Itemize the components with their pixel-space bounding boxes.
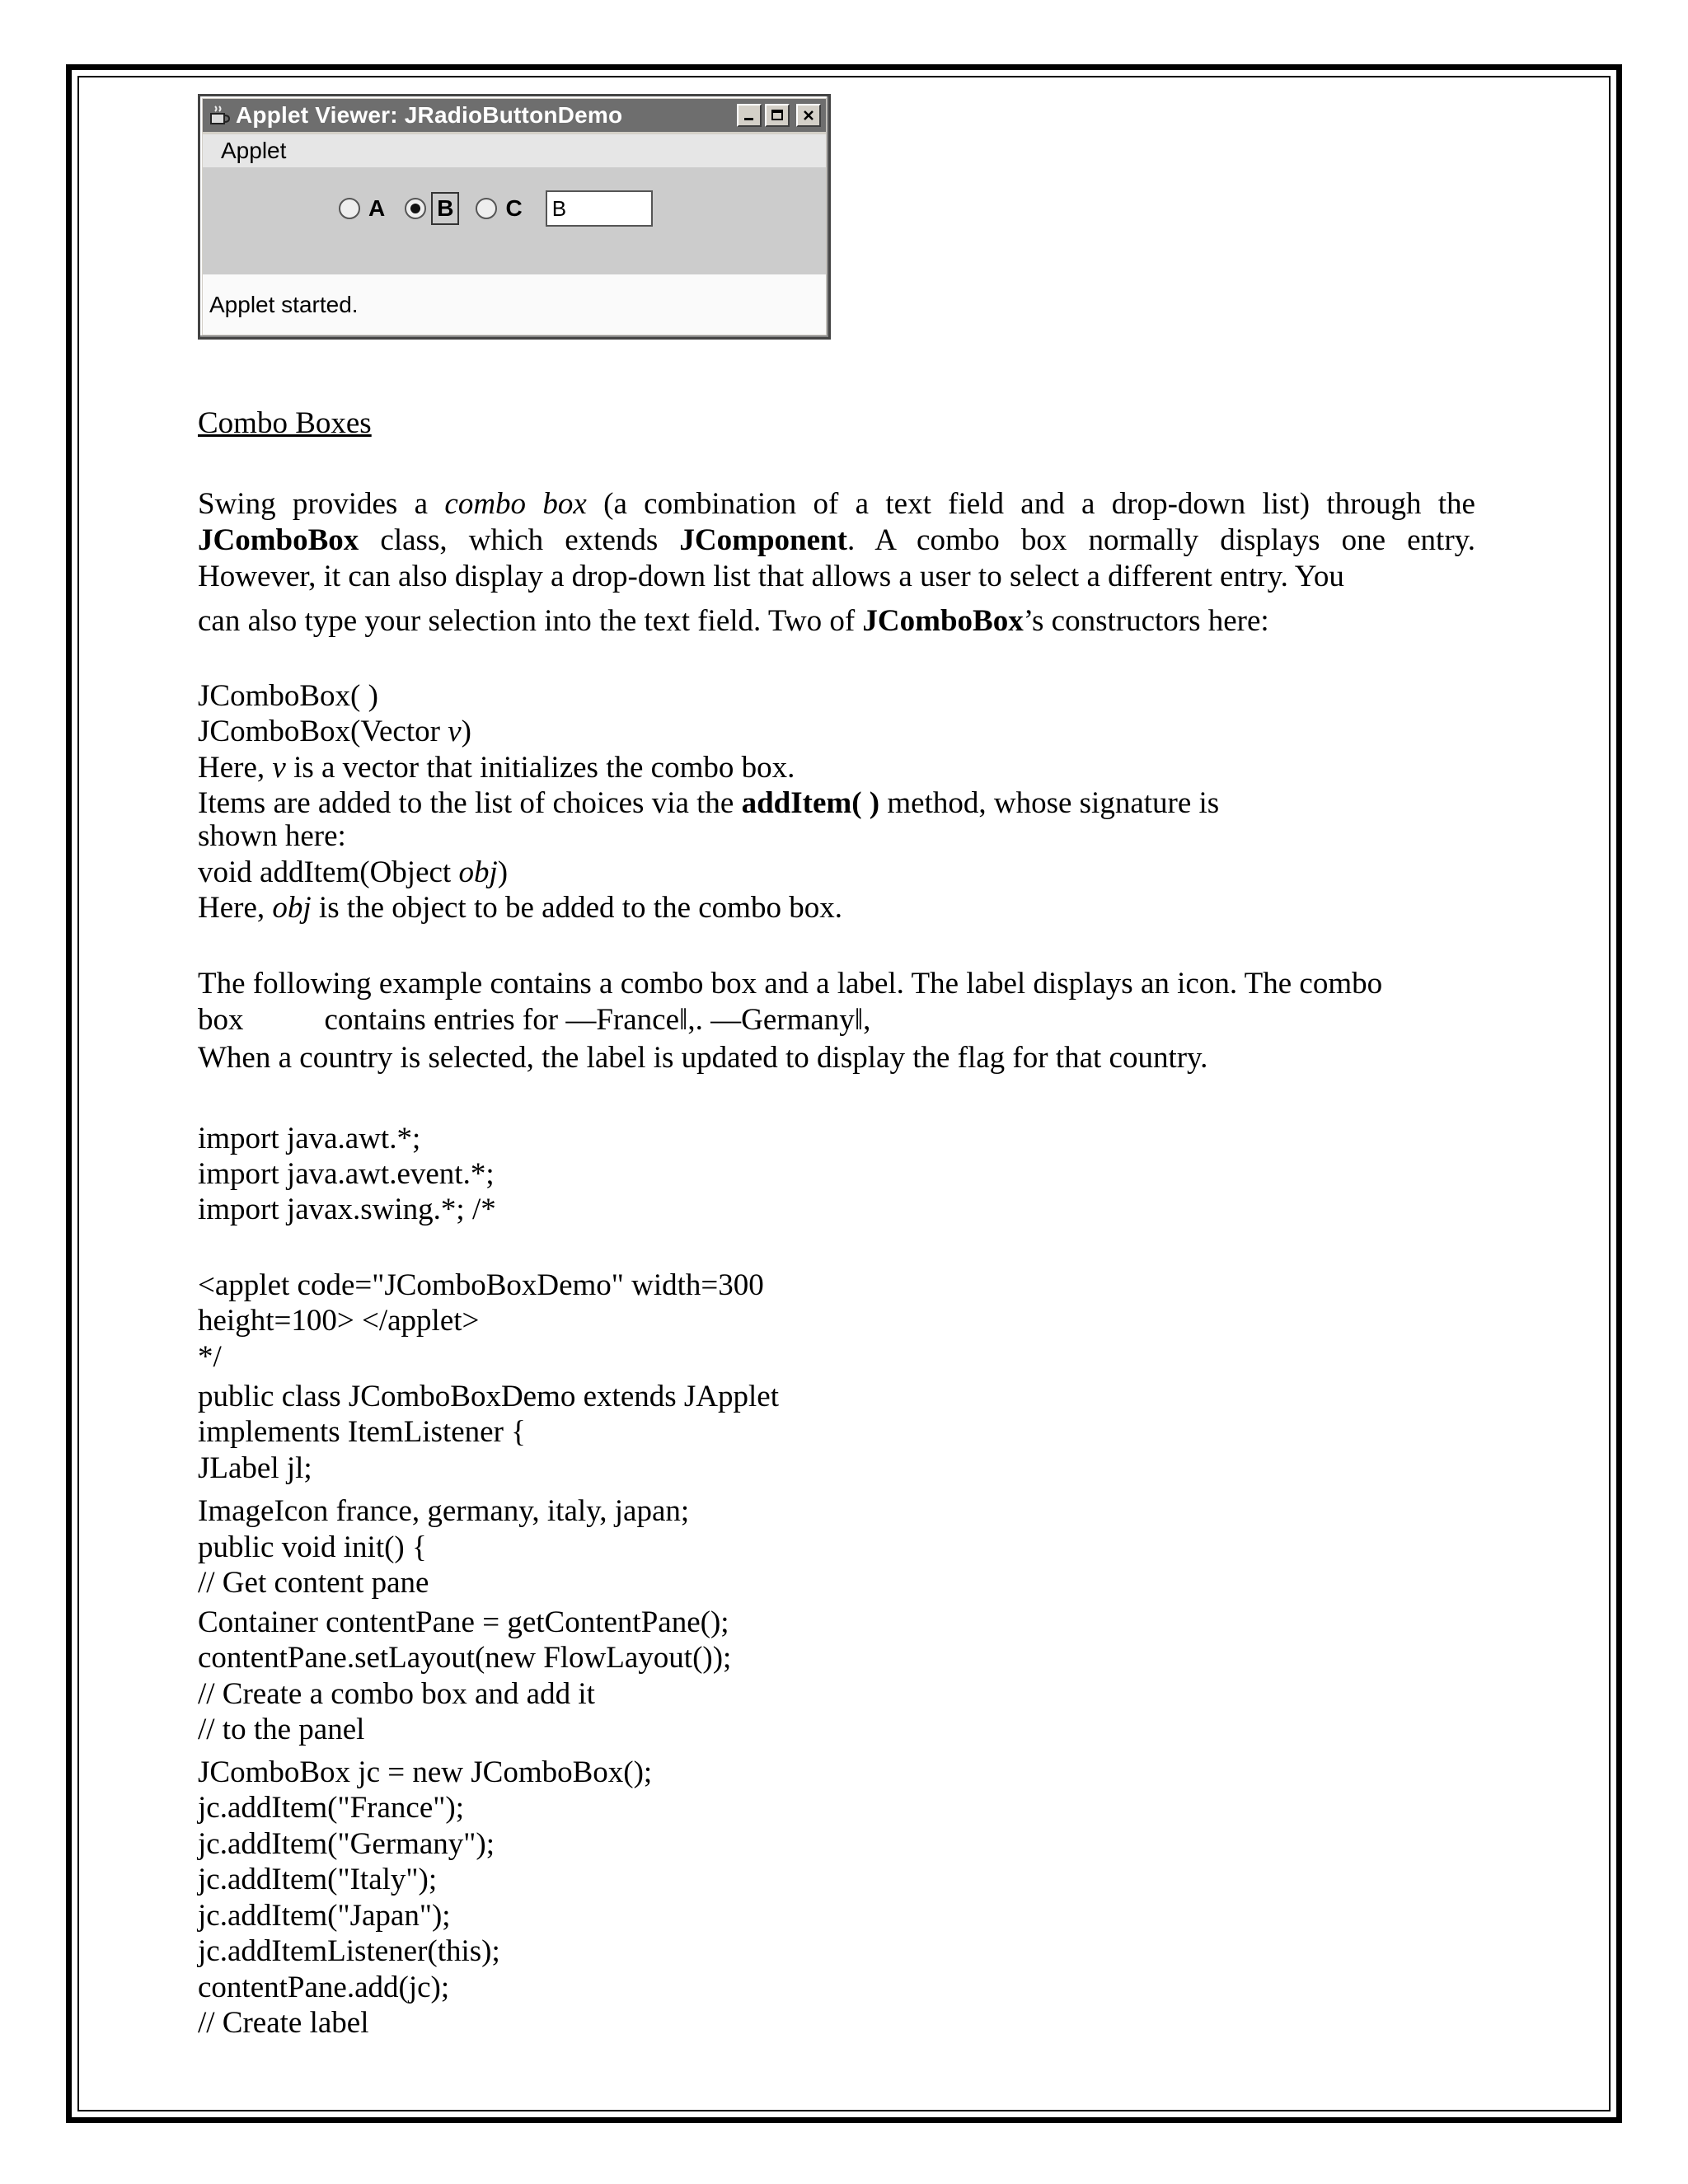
selection-text-field[interactable]: B [546,190,653,227]
code-line: // Create label [198,2006,369,2040]
code-line: public void init() { [198,1530,427,1564]
code-line: JComboBox jc = new JComboBox(); [198,1755,653,1789]
radio-label: C [505,195,523,221]
code-line: jc.addItem("Germany"); [198,1827,495,1861]
text-italic: obj [272,891,312,925]
constructor-1: JComboBox( ) [198,679,378,713]
java-cup-icon [208,104,231,127]
applet-content [203,167,826,274]
radio-label: B [434,195,456,222]
para1-line3: However, it can also display a drop-down list that allows a user to select a different entry. You [198,560,1344,593]
code-line: public class JComboBoxDemo extends JApplet [198,1380,779,1413]
text: can also type your selection into the text field. Two of [198,604,863,638]
radio-selected-icon[interactable] [405,198,426,219]
here-v-line [198,750,795,786]
radio-group [339,190,653,227]
text: is the object to be added to the combo box. [311,891,842,925]
text: method, whose signature is [879,786,1220,820]
menu-bar [203,134,826,167]
minimize-icon [743,109,756,122]
constructor-2 [198,714,471,750]
text: ’s constructors here: [1023,604,1269,638]
text: box [198,1003,244,1037]
applet-viewer-window [198,94,831,340]
radio-a[interactable] [339,195,385,222]
maximize-icon [771,109,784,122]
code-line: // Create a combo box and add it [198,1677,595,1711]
here-obj-line [198,890,842,926]
text-italic: v [448,715,462,748]
text: class, which extends [359,523,680,557]
code-line: JLabel jl; [198,1451,312,1485]
radio-circle-icon[interactable] [476,198,497,219]
code-line: // Get content pane [198,1566,429,1600]
text-italic: combo box [444,487,587,521]
text: (a combination of a text field and a drop-down list) through the [586,487,1475,521]
code-line: jc.addItemListener(this); [198,1934,500,1968]
radio-c[interactable] [476,195,522,222]
code-line: import javax.swing.*; /* [198,1193,496,1226]
text: Here, [198,751,273,785]
code-line: implements ItemListener { [198,1415,526,1449]
code-line: contentPane.add(jc); [198,1971,450,2004]
code-line: jc.addItem("Italy"); [198,1863,438,1896]
code-line: contentPane.setLayout(new FlowLayout()); [198,1641,732,1675]
text: . A combo box normally displays one entry. [846,523,1475,557]
code-line: height=100> </applet> [198,1304,480,1338]
code-line: jc.addItem("Japan"); [198,1899,451,1933]
para1-line2 [198,523,1475,559]
items-line [198,785,1219,822]
text: Swing provides a [198,487,445,521]
text: JComboBox(Vector [198,715,448,748]
text: Here, [198,891,273,925]
radio-b[interactable] [405,195,456,222]
para1-line4 [198,603,1269,640]
text-bold: addItem( ) [741,786,880,820]
status-text: Applet started. [209,291,359,317]
text-italic: v [272,751,286,785]
text-bold: JComponent [679,523,847,557]
text: is a vector that initializes the combo box. [285,751,795,785]
text-bold: JComboBox [198,523,359,557]
text: void addItem(Object [198,855,459,889]
code-line: ImageIcon france, germany, italy, japan; [198,1494,690,1528]
code-line: Container contentPane = getContentPane(); [198,1605,729,1639]
radio-label: A [368,195,386,221]
para2-line3: When a country is selected, the label is updated to display the flag for that country. [198,1041,1208,1075]
text-italic: obj [458,855,498,889]
shown-here-line: shown here: [198,819,346,853]
code-line: <applet code="JComboBoxDemo" width=300 [198,1268,764,1302]
section-heading: Combo Boxes [198,406,372,440]
window-title: Applet Viewer: JRadioButtonDemo [236,102,623,128]
menu-applet[interactable]: Applet [221,138,287,163]
code-line: jc.addItem("France"); [198,1791,464,1825]
code-line: */ [198,1340,222,1374]
code-line: import java.awt.event.*; [198,1157,495,1191]
radio-circle-icon[interactable] [339,198,360,219]
code-line: import java.awt.*; [198,1122,421,1155]
text: ) [461,715,471,748]
maximize-button[interactable] [765,104,790,127]
title-bar [203,99,826,132]
text-bold: JComboBox [862,604,1024,638]
para2-line1: The following example contains a combo box and a label. The label displays an icon. The combo [198,967,1383,1001]
para1-line1 [198,486,1475,523]
close-button[interactable] [796,104,821,127]
status-bar [203,274,826,335]
text: Items are added to the list of choices via the [198,786,742,820]
code-line: // to the panel [198,1713,365,1746]
text: ) [497,855,509,889]
para2-line2 [198,1002,870,1038]
close-icon [802,109,815,122]
minimize-button[interactable] [737,104,762,127]
text: contains entries for ―France‖,. ―Germany‖, [324,1003,871,1037]
signature-line [198,855,508,891]
